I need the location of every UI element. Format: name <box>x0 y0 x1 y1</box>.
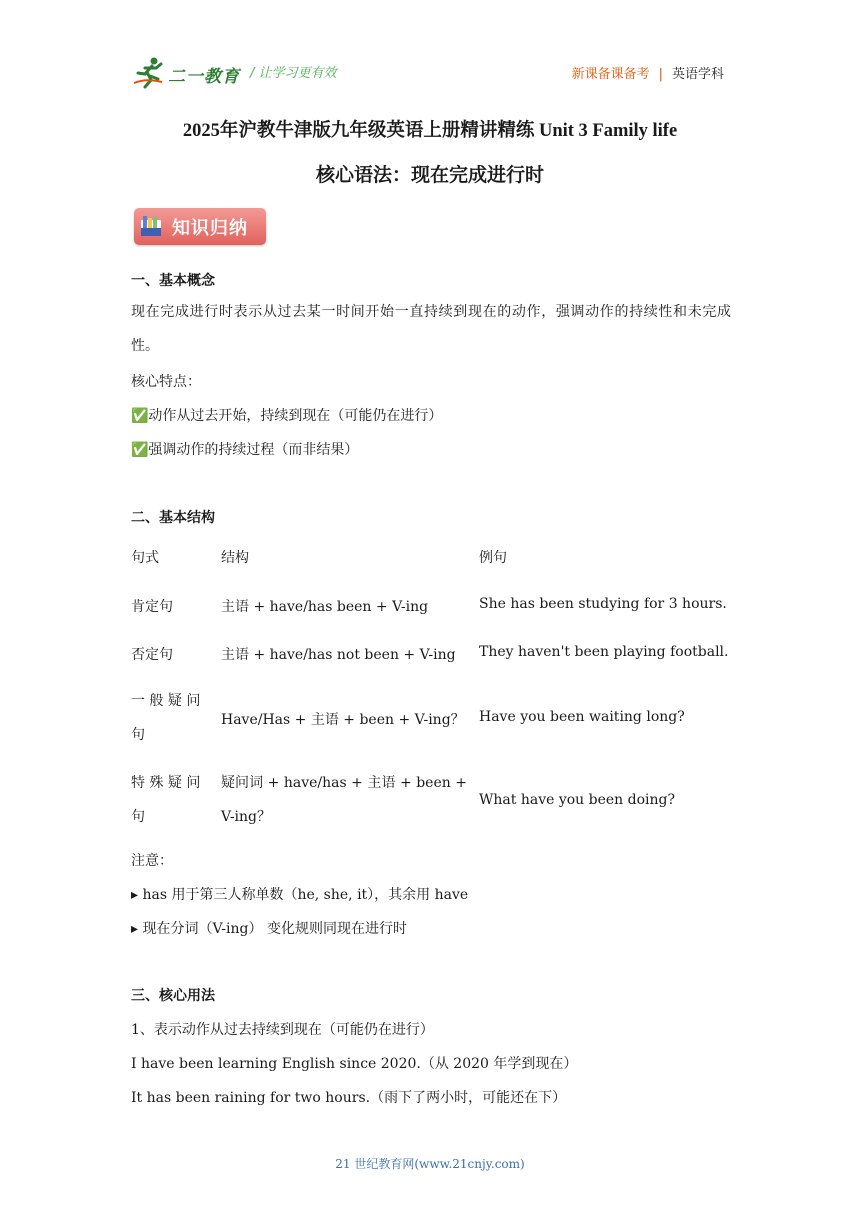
feature-item: ✅动作从过去开始，持续到现在（可能仍在进行） <box>131 408 443 424</box>
table-cell: Have you been waiting long? <box>479 709 685 725</box>
section2-heading: 二、基本结构 <box>131 510 215 526</box>
table-cell: Have/Has + 主语 + been + V-ing？ <box>221 712 465 728</box>
header-subject: 英语学科 <box>671 67 724 82</box>
table-header-cell: 结构 <box>221 550 249 566</box>
table-cell: What have you been doing? <box>479 792 675 808</box>
features-label: 核心特点： <box>131 374 201 390</box>
note-label: 注意： <box>131 853 173 869</box>
usage-item: 1、表示动作从过去持续到现在（可能仍在进行） <box>131 1022 434 1038</box>
document-title: 2025年沪教牛津版九年级英语上册精讲精练 Unit 3 Family life <box>182 121 678 141</box>
section1-paragraph: 现在完成进行时表示从过去某一时间开始一直持续到现在的动作，强调动作的持续性和未完成性。 <box>131 304 731 354</box>
book-icon <box>140 214 162 238</box>
header-right <box>572 63 724 82</box>
table-cell: 否定句 <box>131 647 173 663</box>
note-item: ▸ has 用于第三人称单数（he, she, it），其余用 have <box>131 887 469 903</box>
table-cell: 疑问词 + have/has + 主语 + been + V-ing？ <box>221 775 467 825</box>
running-person-icon <box>132 56 166 90</box>
note-item: ▸ 现在分词（V-ing） 变化规则同现在进行时 <box>131 921 407 937</box>
table-cell: 主语 + have/has been + V-ing <box>221 599 429 615</box>
document-subtitle: 核心语法：现在完成进行时 <box>315 164 544 186</box>
table-cell: 一 般 疑 问 句 <box>131 693 201 743</box>
feature-item: ✅强调动作的持续过程（而非结果） <box>131 442 359 458</box>
footer-link[interactable]: 21 世纪教育网(www.21cnjy.com) <box>335 1157 525 1171</box>
table-cell: 特 殊 疑 问 句 <box>131 775 201 825</box>
table-cell: She has been studying for 3 hours. <box>479 596 727 612</box>
table-cell: 主语 + have/has not been + V-ing <box>221 647 456 663</box>
slogan: / 让学习更有效 <box>250 66 337 81</box>
table-cell: 肯定句 <box>131 599 173 615</box>
example-sentence: I have been learning English since 2020.（从 2020 年学到现在） <box>131 1056 578 1072</box>
section1-heading: 一、基本概念 <box>131 273 215 289</box>
table-header-cell: 句式 <box>131 550 159 566</box>
badge-label: 知识归纳 <box>172 218 248 239</box>
header-tagline: 新课备课备考 <box>571 67 650 82</box>
logo-text: 二一教育 <box>168 67 240 87</box>
section3-heading: 三、核心用法 <box>131 988 215 1004</box>
header-separator: | <box>658 67 663 82</box>
table-header-cell: 例句 <box>479 550 507 566</box>
logo <box>132 56 240 90</box>
knowledge-badge <box>134 208 266 245</box>
table-cell: They haven't been playing football. <box>479 644 729 660</box>
example-sentence: It has been raining for two hours.（雨下了两小时，可能还在下） <box>131 1090 567 1106</box>
